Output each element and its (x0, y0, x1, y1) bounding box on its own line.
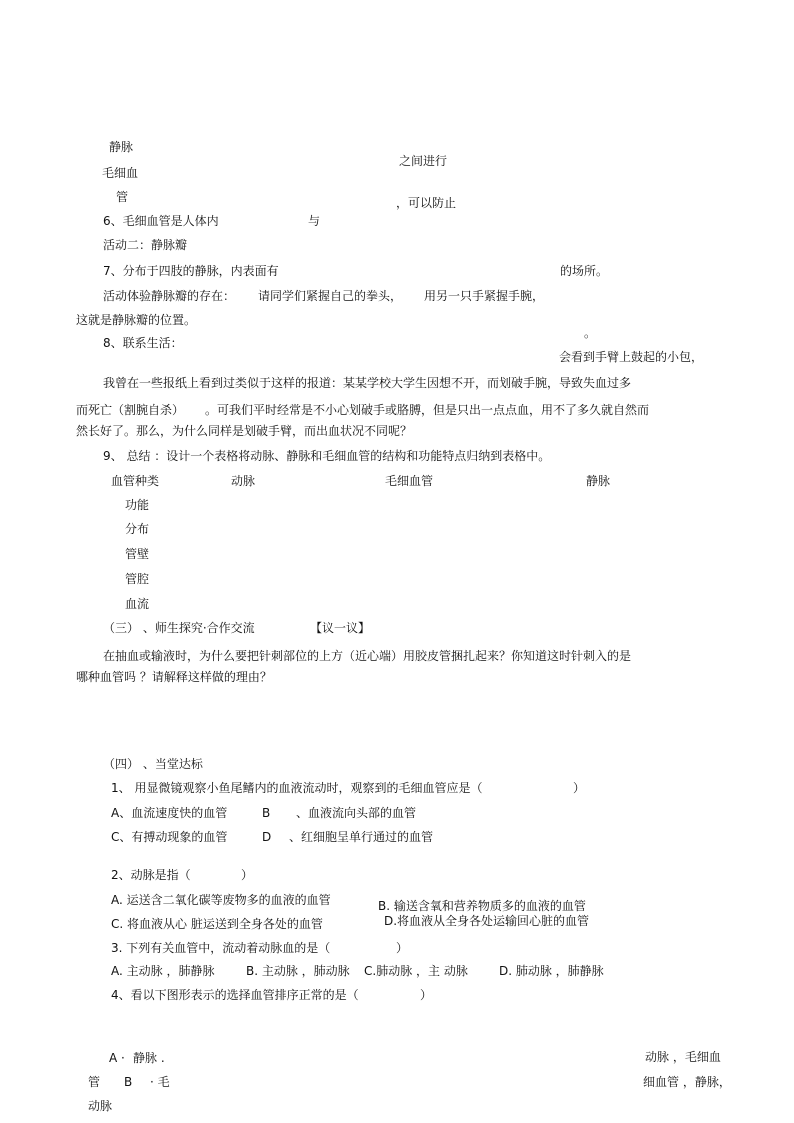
question-6-with: 与 (308, 214, 321, 228)
mc1-option-b: 、血液流向头部的血管 (296, 806, 417, 820)
mc1-option-d-letter: D (262, 830, 272, 844)
question-6: 6、毛细血管是人体内 (103, 214, 219, 228)
mc4-option-b-right: 细血管 ，静脉， (643, 1075, 731, 1089)
table-header-type: 血管种类 (111, 474, 160, 488)
mc3-close: ） (396, 941, 409, 955)
mc4-artery: 动脉 (88, 1099, 113, 1113)
question-7: 7、分布于四肢的静脉，内表面有 (103, 264, 279, 278)
section-3-paragraph-1: 在抽血或输液时，为什么要把针刺部位的上方（近心端）用胶皮管捆扎起来？你知道这时针刺入的是 (103, 649, 632, 663)
experience-part2: 用另一只手紧握手腕， (424, 289, 545, 303)
table-row-wall: 管壁 (125, 547, 150, 561)
question-8-paragraph-1: 我曾在一些报纸上看到过类似于这样的报道：某某学校大学生因想不开，而划破手腕，导致失血过多 (103, 376, 632, 390)
experience-part1: 请同学们紧握自己的拳头， (258, 289, 403, 303)
section-4-title: （四） 、当堂达标 (103, 757, 203, 771)
mc1-option-c: C、有搏动现象的血管 (111, 830, 228, 844)
question-8: 8、联系生活： (103, 336, 183, 350)
mc1-option-b-letter: B (262, 806, 271, 820)
mc4-option-b-text: · 毛 (150, 1075, 170, 1089)
mc1-option-a: A、血流速度快的血管 (111, 806, 228, 820)
table-row-function: 功能 (125, 498, 150, 512)
fragment-capillary: 毛细血 (102, 166, 139, 180)
table-header-vein: 静脉 (586, 474, 611, 488)
question-8-tail: 会看到手臂上鼓起的小包， (559, 350, 704, 364)
mc2-option-c: C. 将血液从心 脏运送到全身各处的血管 (111, 917, 323, 931)
mc2-option-b: B. 输送含氧和营养物质多的血液的血管 (378, 899, 586, 913)
table-header-artery: 动脉 (231, 474, 256, 488)
section-3-title: （三） 、师生探究·合作交流 (103, 621, 255, 635)
question-8-paragraph-3: 然长好了。那么，为什么同样是划破手臂，而出血状况不同呢？ (76, 424, 413, 438)
mc4-close: ） (420, 988, 433, 1002)
mc4-question: 4、看以下图形表示的选择血管排序正常的是（ (111, 988, 359, 1002)
section-3-discuss: 【议一议】 (310, 621, 371, 635)
question-9: 9、 总结 ：设计一个表格将动脉、静脉和毛细血管的结构和功能特点归纳到表格中。 (103, 449, 551, 463)
stray-dot: 。 (584, 326, 597, 340)
experience-label: 活动体验静脉瓣的存在： (103, 289, 236, 303)
mc4-option-a-letter: A · (109, 1051, 125, 1065)
fragment-capillary-tail: 管 (116, 190, 129, 204)
section-3-paragraph-2: 哪种血管吗 ？请解释这样做的理由？ (76, 670, 272, 684)
mc4-pipe: 管 (88, 1075, 101, 1089)
mc2-option-a: A. 运送含二氧化碳等废物多的血液的血管 (111, 893, 331, 907)
mc1-question: 1、 用显微镜观察小鱼尾鳍内的血液流动时，观察到的毛细血管应是（ (111, 781, 483, 795)
mc3-option-c: C.肺动脉 ，主 动脉 (364, 964, 468, 978)
mc3-option-b: B. 主动脉 ，肺动脉 (246, 964, 350, 978)
table-row-lumen: 管腔 (125, 572, 150, 586)
mc3-option-a: A. 主动脉 ，肺静脉 (111, 964, 215, 978)
experience-line2: 这就是静脉瓣的位置。 (76, 313, 197, 327)
mc2-close: ） (241, 868, 254, 882)
mc4-option-a-text: 静脉 . (133, 1051, 165, 1065)
question-7-end: 的场所。 (560, 264, 609, 278)
question-8-paragraph-2a: 而死亡（割腕自杀） (76, 403, 185, 417)
mc2-option-d: D.将血液从全身各处运输回心脏的血管 (384, 914, 590, 928)
mc4-option-a-right: 动脉 ，毛细血 (645, 1050, 721, 1064)
table-row-flow: 血流 (125, 597, 150, 611)
table-row-distribution: 分布 (125, 522, 150, 536)
mc1-option-d: 、红细胞呈单行通过的血管 (289, 830, 434, 844)
question-8-paragraph-2b: 。可我们平时经常是不小心划破手或胳膊，但是只出一点点血，用不了多久就自然而 (205, 403, 650, 417)
mc3-question: 3. 下列有关血管中，流动着动脉血的是（ (111, 941, 331, 955)
fragment-between: 之间进行 (399, 154, 448, 168)
fragment-vein: 静脉 (109, 140, 134, 154)
mc1-close: ） (573, 781, 586, 795)
fragment-prevent: ，可以防止 (396, 196, 457, 210)
mc3-option-d: D. 肺动脉 ，肺静脉 (499, 964, 604, 978)
mc2-question: 2、动脉是指（ (111, 868, 191, 882)
mc4-option-b-letter: B (124, 1075, 133, 1089)
table-header-capillary: 毛细血管 (385, 474, 434, 488)
activity-2-title: 活动二：静脉瓣 (103, 238, 188, 252)
